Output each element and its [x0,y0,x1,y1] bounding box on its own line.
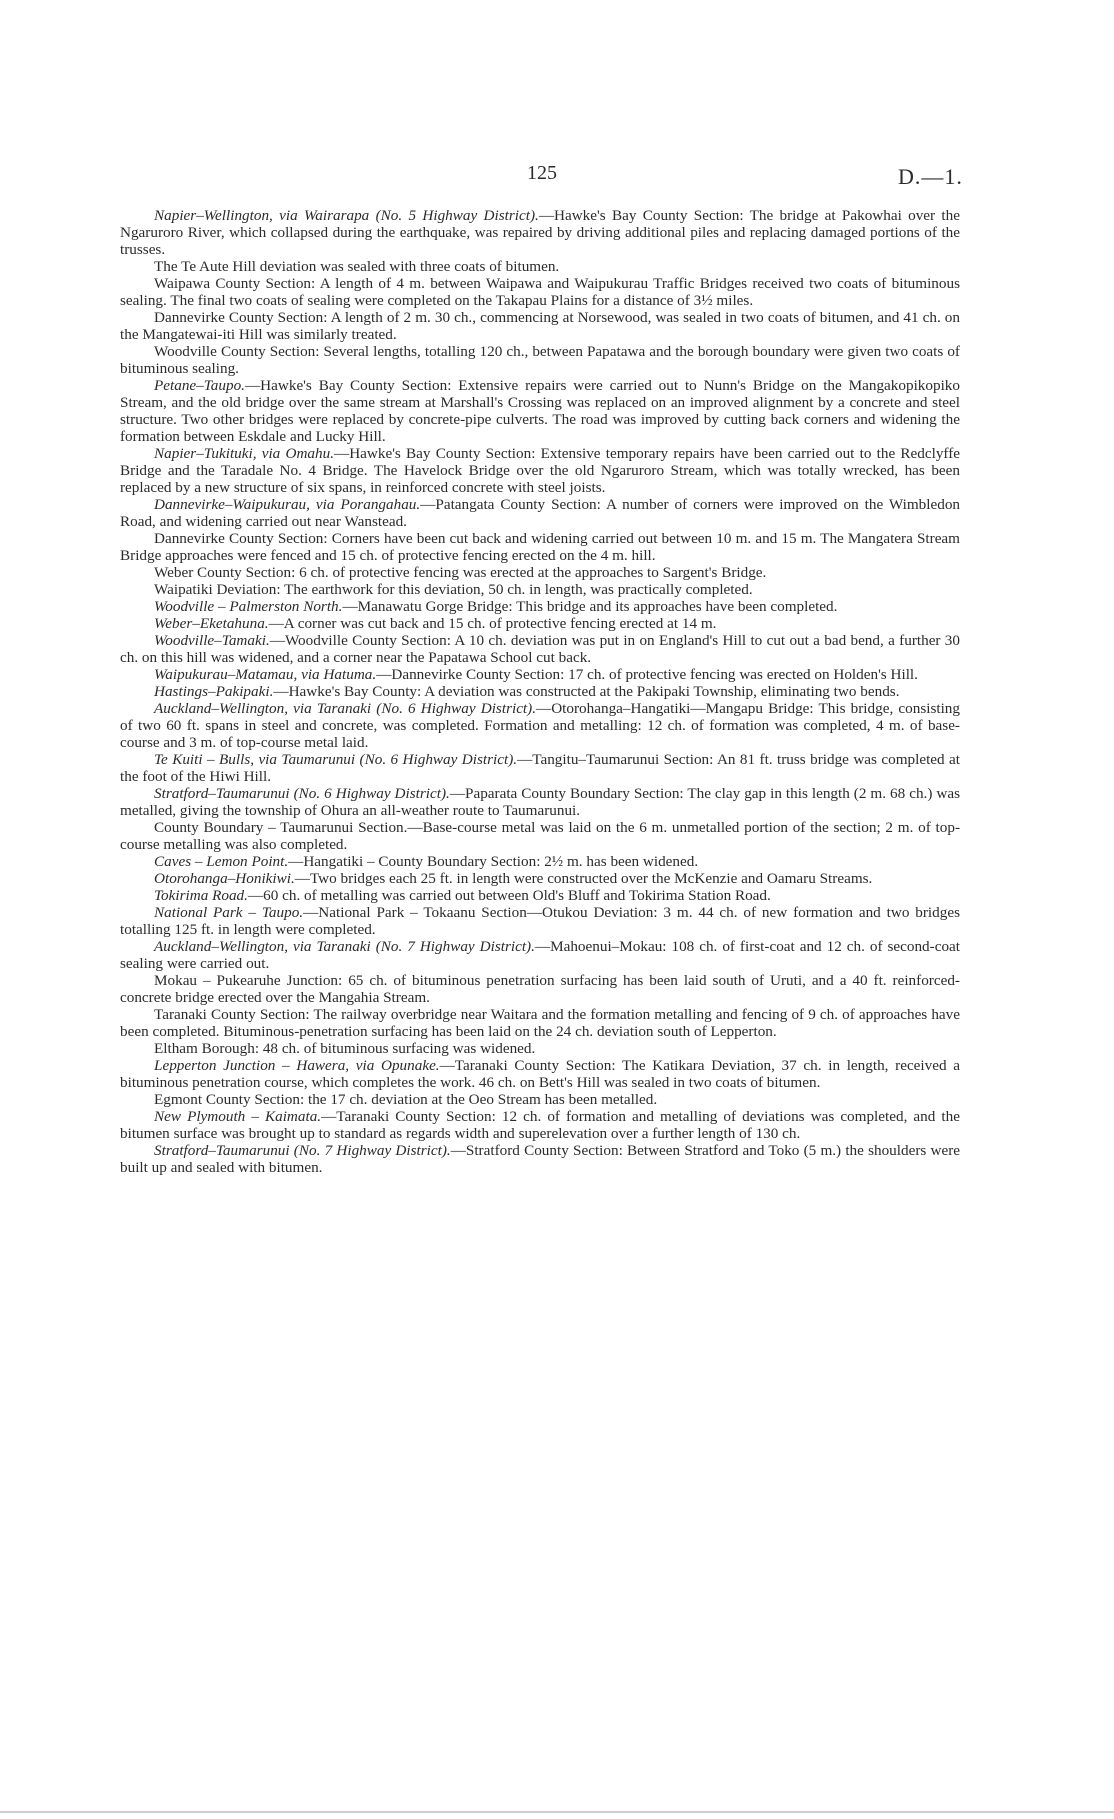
paragraph-text: Mokau – Pukearuhe Junction: 65 ch. of bituminous penetration surfacing has been laid south of Uruti, and a 40 ft. reinforced-concrete bridge erected over the Mangahia Stream. [120,972,960,1006]
paragraph-text: —Stratford County Section: Between Stratford and Toko (5 m.) the shoulders were built up and sealed with bitumen. [120,1142,961,1176]
paragraph-text: —Taranaki County Section: The Katikara Deviation, 37 ch. in length, received a bituminous penetration course, which completes the work. 46 ch. on Bett's Hill was sealed in two coats of bitumen. [120,1057,960,1091]
report-paragraph [120,853,960,870]
report-paragraph [120,683,960,700]
report-paragraph [120,207,960,258]
report-paragraph [120,1057,960,1091]
report-paragraph [120,1142,960,1176]
report-paragraph [120,275,960,309]
paragraph-text: —Patangata County Section: A number of corners were improved on the Wimbledon Road, and widening carried out near Wanstead. [120,496,961,530]
report-paragraph [120,343,960,377]
report-paragraph [120,666,960,683]
section-heading: Waipukurau–Matamau, via Hatuma. [154,666,377,683]
paragraph-text: Waipawa County Section: A length of 4 m. between Waipawa and Waipukurau Traffic Bridges received two coats of bituminous sealing. The final two coats of sealing were completed on the Takapau Plains for a distance of 3½ miles. [120,275,960,309]
paragraph-text: —Hawke's Bay County Section: Extensive repairs were carried out to Nunn's Bridge on the Mangakopikopiko Stream, and the old bridge over the same stream at Marshall's Crossing was replaced on an improved alignment by a concrete and steel structure. Two other bridges were replaced by concrete-pipe culverts. The road was improved by cutting back corners and widening the formation between Eskdale and Lucky Hill. [120,377,960,445]
paragraph-text: —60 ch. of metalling was carried out between Old's Bluff and Tokirima Station Road. [247,887,771,904]
report-paragraph [120,887,960,904]
report-paragraph [120,615,960,632]
paragraph-text: —Woodville County Section: A 10 ch. deviation was put in on England's Hill to cut out a bad bend, a further 30 ch. on this hill was widened, and a corner near the Papatawa School cut back. [120,632,960,666]
report-paragraph [120,598,960,615]
report-body [120,207,960,1176]
report-paragraph [120,632,960,666]
paragraph-text: —Hawke's Bay County: A deviation was constructed at the Pakipaki Township, eliminating two bends. [273,683,900,700]
report-paragraph [120,1040,960,1057]
paragraph-text: —Mahoenui–Mokau: 108 ch. of first-coat and 12 ch. of second-coat sealing were carried out. [120,938,960,972]
section-heading: Woodville – Palmerston North. [154,598,343,615]
report-paragraph [120,530,960,564]
section-heading: New Plymouth – Kaimata. [154,1108,322,1125]
report-paragraph [120,564,960,581]
section-heading: Hastings–Pakipaki. [154,683,274,700]
section-heading: Auckland–Wellington, via Taranaki (No. 6 Highway District). [154,700,537,717]
paragraph-text: —Paparata County Boundary Section: The clay gap in this length (2 m. 68 ch.) was metalled, giving the township of Ohura an all-weather route to Taumarunui. [120,785,960,819]
report-paragraph [120,1108,960,1142]
paragraph-text: —Hawke's Bay County Section: Extensive temporary repairs have been carried out to the Redclyffe Bridge and the Taradale No. 4 Bridge. The Havelock Bridge over the old Ngaruroro Stream, which was totally wrecked, has been replaced by a new structure of six spans, in reinforced concrete with steel joists. [120,445,960,496]
section-heading: Petane–Taupo. [154,377,245,394]
report-paragraph [120,972,960,1006]
report-paragraph [120,785,960,819]
paragraph-text: The Te Aute Hill deviation was sealed with three coats of bitumen. [154,258,560,275]
section-heading: Lepperton Junction – Hawera, via Opunake. [154,1057,440,1074]
report-paragraph [120,377,960,445]
paragraph-text: Waipatiki Deviation: The earthwork for this deviation, 50 ch. in length, was practically completed. [154,581,753,598]
paragraph-text: —Manawatu Gorge Bridge: This bridge and its approaches have been completed. [342,598,838,615]
paragraph-text: Dannevirke County Section: Corners have been cut back and widening carried out between 10 m. and 15 m. The Mangatera Stream Bridge approaches were fenced and 15 ch. of protective fencing erected on the 4 m. hill. [120,530,960,564]
section-heading: Weber–Eketahuna. [154,615,269,632]
paragraph-text: —Hawke's Bay County Section: The bridge at Pakowhai over the Ngaruroro River, which collapsed during the earthquake, was repaired by driving additional piles and replacing damaged portions of the trusses. [120,207,960,258]
paragraph-text: —National Park – Tokaanu Section—Otukou Deviation: 3 m. 44 ch. of new formation and two bridges totalling 125 ft. in length were completed. [120,904,960,938]
section-heading: Napier–Wellington, via Wairarapa (No. 5 Highway District). [154,207,539,224]
scan-edge-line [0,1811,1114,1813]
paragraph-text: —A corner was cut back and 15 ch. of protective fencing erected at 14 m. [268,615,717,632]
report-paragraph [120,870,960,887]
report-paragraph [120,581,960,598]
section-heading: Stratford–Taumarunui (No. 6 Highway District). [154,785,450,802]
section-heading: Dannevirke–Waipukurau, via Porangahau. [154,496,421,513]
report-paragraph [120,751,960,785]
paragraph-text: —Two bridges each 25 ft. in length were constructed over the McKenzie and Oamaru Streams. [294,870,873,887]
paragraph-text: Weber County Section: 6 ch. of protective fencing was erected at the approaches to Sargent's Bridge. [154,564,767,581]
section-heading: Tokirima Road. [154,887,248,904]
paragraph-text: Dannevirke County Section: A length of 2 m. 30 ch., commencing at Norsewood, was sealed in two coats of bitumen, and 41 ch. on the Mangatewai-iti Hill was similarly treated. [120,309,960,343]
document-code: D.—1. [898,164,963,189]
report-paragraph [120,309,960,343]
report-paragraph [120,904,960,938]
section-heading: Auckland–Wellington, via Taranaki (No. 7 Highway District). [154,938,535,955]
paragraph-text: —Taranaki County Section: 12 ch. of formation and metalling of deviations was completed, and the bitumen surface was brought up to standard as regards width and superelevation over a further length of 130 ch. [120,1108,960,1142]
section-heading: Stratford–Taumarunui (No. 7 Highway District). [154,1142,451,1159]
section-heading: Otorohanga–Honikiwi. [154,870,295,887]
report-paragraph [120,1006,960,1040]
paragraph-text: —Hangatiki – County Boundary Section: 2½ m. has been widened. [288,853,699,870]
report-paragraph [120,938,960,972]
section-heading: Caves – Lemon Point. [154,853,289,870]
section-heading: National Park – Taupo. [154,904,304,921]
paragraph-text: Eltham Borough: 48 ch. of bituminous surfacing was widened. [154,1040,536,1057]
page-number: 125 [527,162,557,184]
report-paragraph [120,1091,960,1108]
section-heading: Te Kuiti – Bulls, via Taumarunui (No. 6 Highway District). [154,751,518,768]
report-paragraph [120,819,960,853]
paragraph-text: County Boundary – Taumarunui Section.—Base-course metal was laid on the 6 m. unmetalled portion of the section; 2 m. of top-course metalling was also completed. [120,819,960,853]
paragraph-text: Taranaki County Section: The railway overbridge near Waitara and the formation metalling and fencing of 9 ch. of approaches have been completed. Bituminous-penetration surfacing has been laid on the 24 ch. deviation south of Lepperton. [120,1006,960,1040]
paragraph-text: —Dannevirke County Section: 17 ch. of protective fencing was erected on Holden's Hill. [376,666,918,683]
paragraph-text: —Otorohanga–Hangatiki—Mangapu Bridge: This bridge, consisting of two 60 ft. spans in steel and concrete, was completed. Formation and metalling: 12 ch. of formation was completed, 4 m. of base-course and 3 m. of top-course metal laid. [120,700,960,751]
section-heading: Woodville–Tamaki. [154,632,270,649]
report-paragraph [120,258,960,275]
paragraph-text: Woodville County Section: Several lengths, totalling 120 ch., between Papatawa and the borough boundary were given two coats of bituminous sealing. [120,343,960,377]
report-paragraph [120,496,960,530]
section-heading: Napier–Tukituki, via Omahu. [154,445,334,462]
report-paragraph [120,445,960,496]
report-paragraph [120,700,960,751]
paragraph-text: —Tangitu–Taumarunui Section: An 81 ft. truss bridge was completed at the foot of the Hiwi Hill. [120,751,960,785]
paragraph-text: Egmont County Section: the 17 ch. deviation at the Oeo Stream has been metalled. [154,1091,658,1108]
